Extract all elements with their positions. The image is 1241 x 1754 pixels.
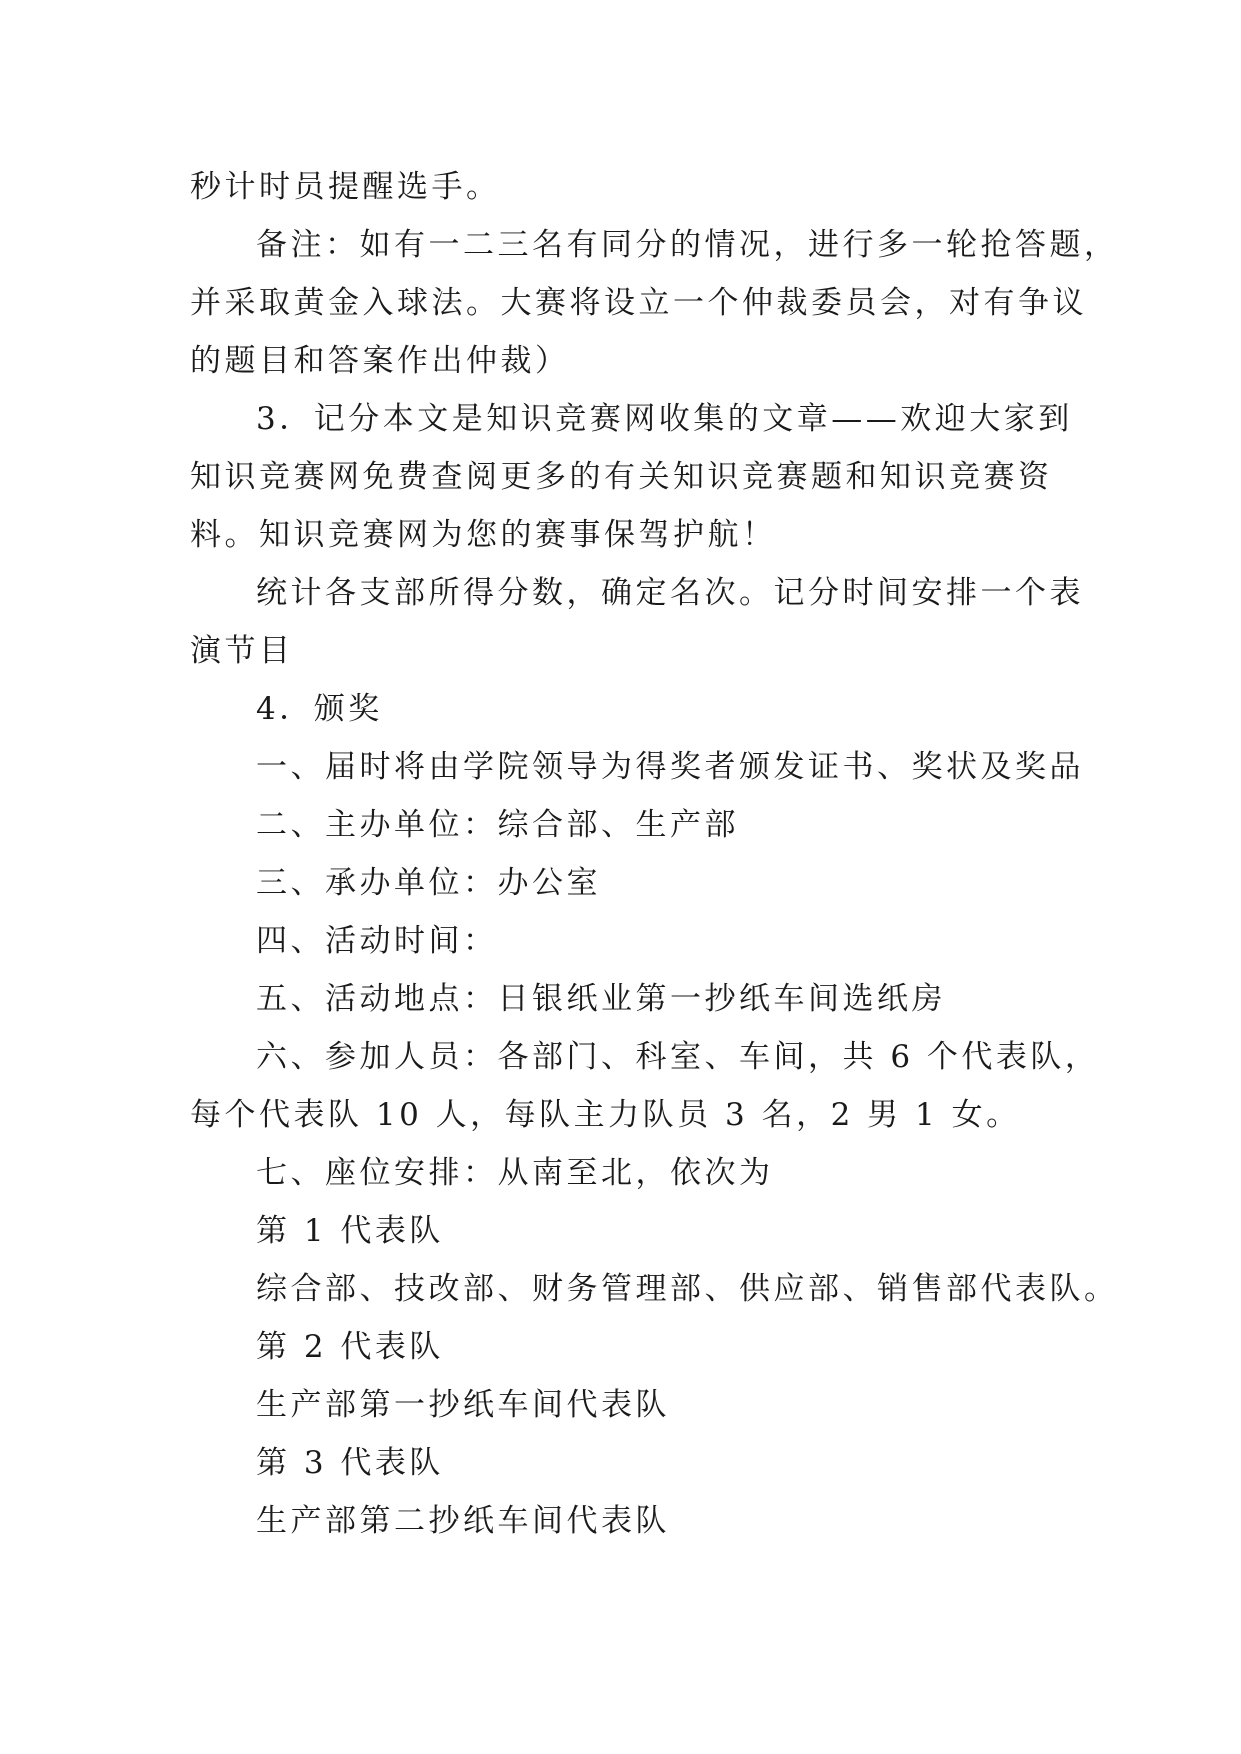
text-line: 并采取黄金入球法。大赛将设立一个仲裁委员会，对有争议 (190, 285, 1087, 321)
text-line: 三、承办单位：办公室 (256, 865, 601, 901)
text-line: 六、参加人员：各部门、科室、车间，共 6 个代表队， (256, 1039, 1100, 1075)
text-line: 统计各支部所得分数，确定名次。记分时间安排一个表 (256, 575, 1084, 611)
text-line: 秒计时员提醒选手。 (190, 169, 501, 205)
text-line: 一、届时将由学院领导为得奖者颁发证书、奖状及奖品 (256, 749, 1084, 785)
text-line: 二、主办单位：综合部、生产部 (256, 807, 739, 843)
text-line: 的题目和答案作出仲裁） (190, 343, 570, 379)
text-line: 四、活动时间： (256, 923, 498, 959)
text-line: 第 3 代表队 (256, 1445, 444, 1481)
text-line: 第 1 代表队 (256, 1213, 444, 1249)
text-line: 知识竞赛网免费查阅更多的有关知识竞赛题和知识竞赛资 (190, 459, 1053, 495)
text-line: 生产部第一抄纸车间代表队 (256, 1387, 670, 1423)
text-line: 每个代表队 10 人，每队主力队员 3 名，2 男 1 女。 (190, 1097, 1021, 1133)
text-line: 备注：如有一二三名有同分的情况，进行多一轮抢答题， (256, 227, 1119, 263)
text-line: 生产部第二抄纸车间代表队 (256, 1503, 670, 1539)
text-line: 五、活动地点：日银纸业第一抄纸车间选纸房 (256, 981, 946, 1017)
document-body (190, 158, 1119, 1550)
text-line: 3．记分本文是知识竞赛网收集的文章——欢迎大家到 (256, 401, 1073, 437)
text-line: 料。知识竞赛网为您的赛事保驾护航！ (190, 517, 777, 553)
section-heading: 4．颁奖 (256, 691, 383, 727)
text-line: 七、座位安排：从南至北，依次为 (256, 1155, 774, 1191)
text-line: 演节目 (190, 633, 294, 669)
text-line: 综合部、技改部、财务管理部、供应部、销售部代表队。 (256, 1271, 1119, 1307)
text-line: 第 2 代表队 (256, 1329, 444, 1365)
